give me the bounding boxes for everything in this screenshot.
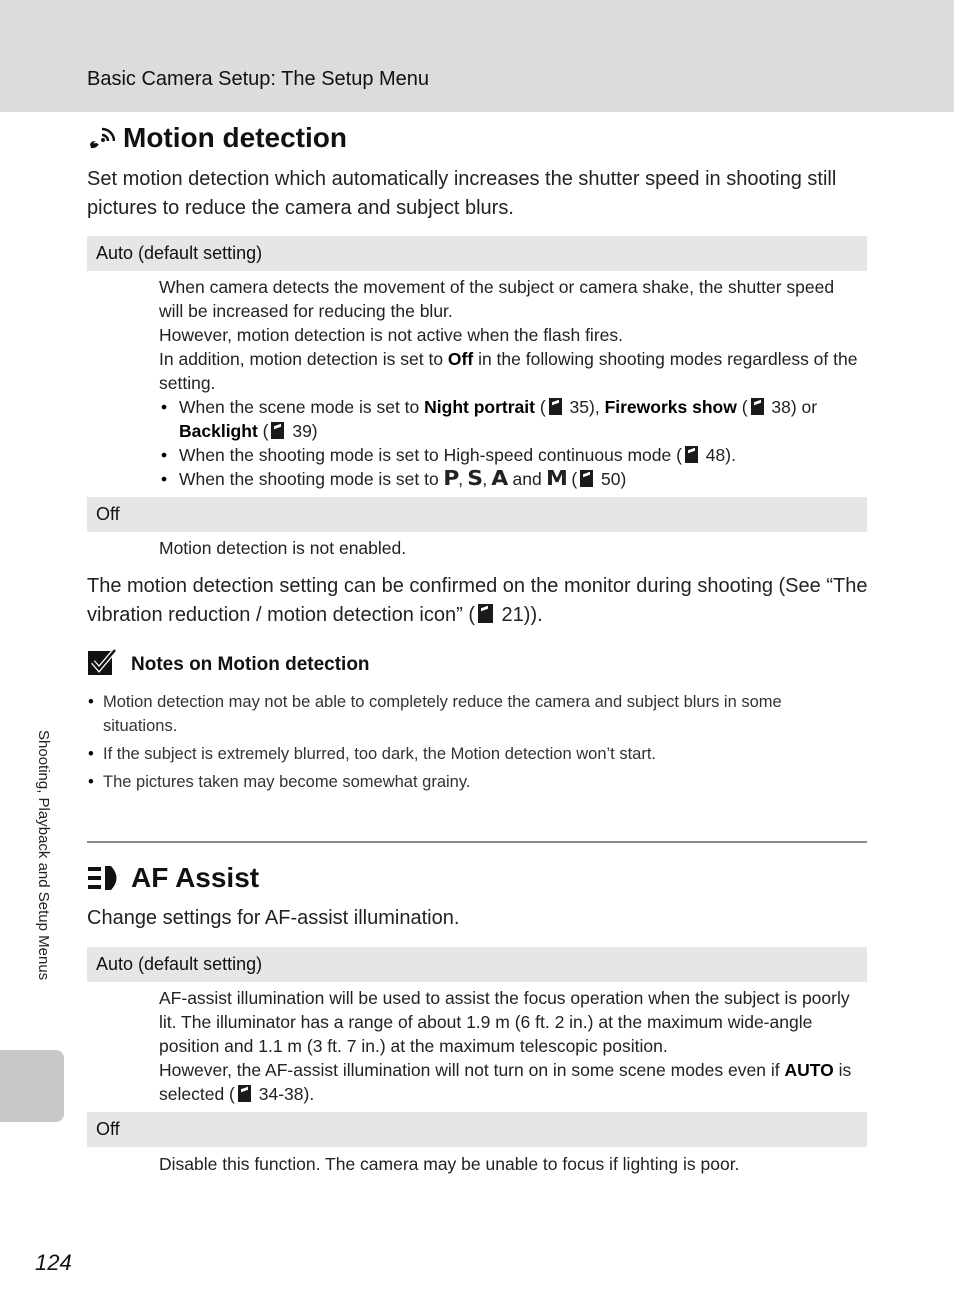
- motion-auto-p1: When camera detects the movement of the subject or camera shake, the shutter speed will be increased for reducing the blur.: [159, 277, 835, 321]
- text-run: The motion detection setting can be confirmed on the monitor during shooting (See “The vibration reduction / motion detection icon” (: [87, 575, 868, 626]
- night-portrait-term: Night portrait: [424, 397, 535, 417]
- text-run: 21)).: [495, 604, 543, 626]
- text-run: (: [257, 421, 269, 441]
- section-divider: [87, 841, 867, 843]
- list-item: • The pictures taken may become somewhat grainy.: [87, 770, 857, 794]
- list-item: • If the subject is extremely blurred, too dark, the Motion detection won’t start.: [87, 742, 857, 766]
- page-ref-icon: [751, 398, 764, 415]
- header-title: Basic Camera Setup: The Setup Menu: [87, 68, 430, 90]
- text-run: (: [534, 397, 546, 417]
- mode-s-icon: S: [467, 466, 484, 490]
- auto-term: AUTO: [784, 1060, 834, 1080]
- af-auto-p2: [159, 1058, 859, 1106]
- mode-m-icon: M: [545, 466, 568, 490]
- motion-detection-title: Motion detection: [123, 122, 347, 153]
- af-off-description: Disable this function. The camera may be unable to focus if lighting is poor.: [159, 1154, 740, 1174]
- af-auto-p1: AF-assist illumination will be used to assist the focus operation when the subject is poorly lit. The illuminator has a range of about 1.9 m (6 ft. 2 in.) at the maximum wide-angle position and 1.1 m (3 ft. 7 in.) at the maximum telescopic position.: [159, 988, 850, 1056]
- text-run: In addition, motion detection is set to: [159, 349, 448, 369]
- page-number: 124: [35, 1250, 72, 1275]
- notes-title: Notes on Motion detection: [131, 654, 370, 675]
- backlight-term: Backlight: [179, 421, 258, 441]
- checkmark-icon: [87, 648, 117, 682]
- text-run: (: [566, 469, 578, 489]
- text-run: 34-38).: [253, 1084, 315, 1104]
- text-run: ,: [482, 469, 493, 489]
- motion-off-label: Off: [87, 497, 867, 532]
- fireworks-show-term: Fireworks show: [604, 397, 737, 417]
- text-run: When the scene mode is set to: [179, 397, 425, 417]
- motion-detection-icon: [87, 124, 115, 152]
- page-ref-icon: [238, 1085, 251, 1102]
- mode-p-icon: P: [442, 466, 459, 490]
- text-run: However, the AF-assist illumination will not turn on in some scene modes even if: [159, 1060, 785, 1080]
- page-ref-icon: [478, 604, 493, 623]
- text-run: 50): [596, 469, 627, 489]
- notes-list: [87, 690, 857, 798]
- text-run: 35),: [564, 397, 605, 417]
- motion-off-description: Motion detection is not enabled.: [159, 538, 407, 558]
- text-run: 39): [287, 421, 318, 441]
- text-run: When the shooting mode is set to High-speed continuous mode (: [179, 445, 682, 465]
- off-term: Off: [447, 349, 474, 369]
- page-ref-icon: [271, 422, 284, 439]
- af-assist-title: AF Assist: [131, 862, 260, 893]
- motion-auto-bullets: [159, 395, 859, 491]
- motion-detection-heading: [87, 122, 347, 154]
- list-item: • Motion detection may not be able to completely reduce the camera and subject blurs in some situations.: [87, 690, 857, 738]
- mode-a-icon: A: [491, 466, 509, 490]
- list-item: [159, 395, 859, 443]
- motion-confirm-text: [87, 572, 877, 630]
- motion-detection-intro: Set motion detection which automatically increases the shutter speed in shooting still pictures to reduce the camera and subject blurs.: [87, 168, 837, 219]
- af-assist-intro: Change settings for AF-assist illumination.: [87, 907, 460, 929]
- text-run: 48).: [700, 445, 736, 465]
- af-off-label: Off: [87, 1112, 867, 1147]
- page-ref-icon: [685, 446, 698, 463]
- af-assist-heading: [87, 862, 259, 894]
- notes-heading: [87, 648, 370, 682]
- list-item: [159, 443, 859, 467]
- page-ref-icon: [549, 398, 562, 415]
- side-section-label: Shooting, Playback and Setup Menus: [35, 730, 52, 981]
- side-section-tab: [0, 1050, 64, 1122]
- list-item: [159, 467, 859, 491]
- motion-auto-label: Auto (default setting): [87, 236, 867, 271]
- text-run: ,: [458, 469, 468, 489]
- header-band: [0, 0, 954, 112]
- af-auto-description: [159, 986, 859, 1106]
- motion-auto-p3: [159, 347, 859, 395]
- motion-auto-p2: However, motion detection is not active when the flash fires.: [159, 325, 623, 345]
- af-auto-label: Auto (default setting): [87, 947, 867, 982]
- text-run: 38) or: [766, 397, 818, 417]
- text-run: When the shooting mode is set to: [179, 469, 444, 489]
- af-assist-icon: [87, 864, 123, 892]
- text-run: in the following shooting modes regardless of the setting.: [159, 349, 858, 393]
- page-ref-icon: [580, 470, 593, 487]
- motion-auto-description: [159, 275, 859, 491]
- text-run: and: [507, 469, 547, 489]
- text-run: (: [736, 397, 748, 417]
- text-run: is selected (: [159, 1060, 852, 1104]
